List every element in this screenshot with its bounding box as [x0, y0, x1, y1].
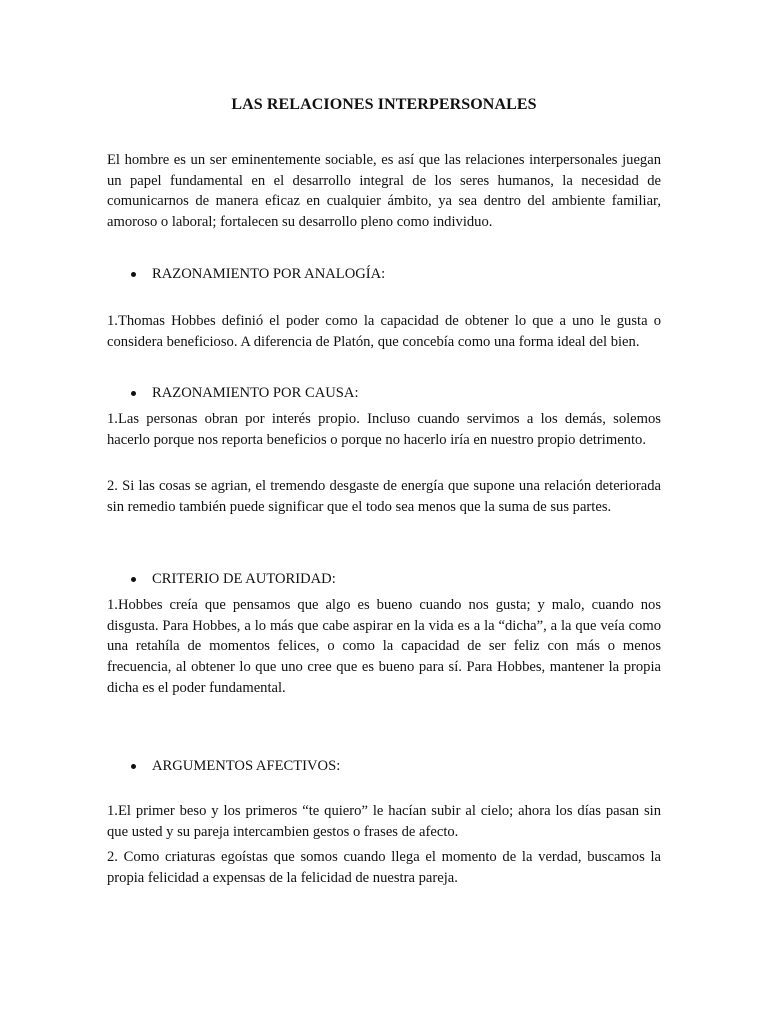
afectivos-paragraph-2: 2. Como criaturas egoístas que somos cuando llega el momento de la verdad, buscamos la propia felicidad a expensas de la felicidad de nuestra pareja.: [107, 849, 661, 886]
analogia-paragraph-1: 1.Thomas Hobbes definió el poder como la capacidad de obtener lo que a uno le gusta o considera beneficioso. A diferencia de Platón, que concebía como una forma ideal del bien.: [107, 313, 661, 350]
causa-paragraph-2: 2. Si las cosas se agrian, el tremendo desgaste de energía que supone una relación deteriorada sin remedio también puede significar que el todo sea menos que la suma de sus partes.: [107, 478, 661, 515]
afectivos-paragraph-1: 1.El primer beso y los primeros “te quiero” le hacían subir al cielo; ahora los días pasan sin que usted y su pareja intercambien gestos o frases de afecto.: [107, 803, 661, 840]
section-heading-autoridad: [131, 569, 336, 589]
section-heading-label: RAZONAMIENTO POR CAUSA:: [152, 385, 359, 401]
section-heading-label: ARGUMENTOS AFECTIVOS:: [152, 758, 341, 774]
bullet-icon: [131, 272, 136, 277]
section-heading-causa: [131, 383, 359, 403]
bullet-icon: [131, 764, 136, 769]
section-heading-analogia: [131, 264, 385, 284]
bullet-icon: [131, 577, 136, 582]
autoridad-paragraph-1: 1.Hobbes creía que pensamos que algo es bueno cuando nos gusta; y malo, cuando nos disgusta. Para Hobbes, a lo más que cabe aspirar en la vida es a la “dicha”, a la que veía como una retahíla de momentos felices, o como la capacidad de ser feliz con más o menos frecuencia, al obtener lo que uno cree que es bueno para sí. Para Hobbes, mantener la propia dicha es el poder fundamental.: [107, 597, 661, 696]
causa-paragraph-1: 1.Las personas obran por interés propio. Incluso cuando servimos a los demás, solemos hacerlo porque nos reporta beneficios o porque no hacerlo iría en nuestro propio detrimento.: [107, 411, 661, 448]
section-heading-afectivos: [131, 756, 340, 776]
document-title: LAS RELACIONES INTERPERSONALES: [231, 96, 537, 113]
section-heading-label: RAZONAMIENTO POR ANALOGÍA:: [152, 266, 386, 282]
bullet-icon: [131, 391, 136, 396]
section-heading-label: CRITERIO DE AUTORIDAD:: [152, 571, 336, 587]
intro-paragraph: El hombre es un ser eminentemente sociable, es así que las relaciones interpersonales juegan un papel fundamental en el desarrollo integral de los seres humanos, la necesidad de comunicarnos de manera eficaz en cualquier ámbito, ya sea dentro del ambiente familiar, amoroso o laboral; fortalecen su desarrollo pleno como individuo.: [107, 152, 661, 231]
